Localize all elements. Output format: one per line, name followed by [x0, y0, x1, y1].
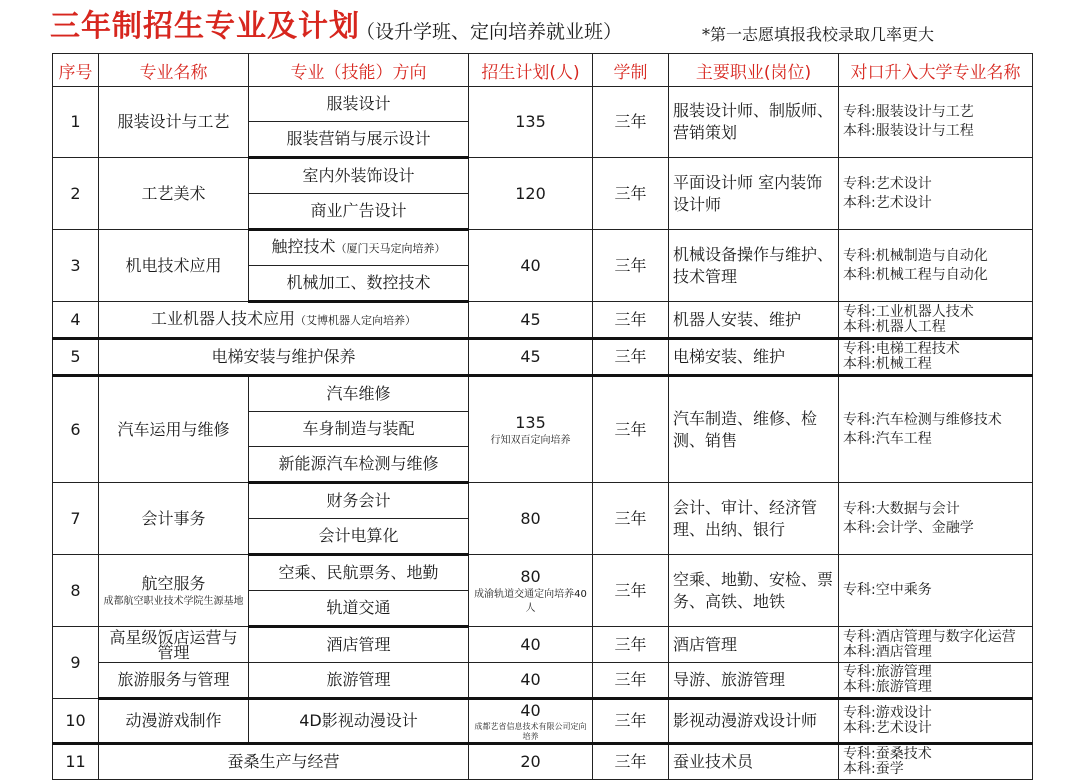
title-note: *第一志愿填报我校录取几率更大 — [702, 25, 935, 44]
duration: 三年 — [593, 376, 669, 483]
uni-line: 专科:电梯工程技术 — [843, 341, 960, 357]
major-text: 工业机器人技术应用 — [150, 309, 295, 328]
major-note: （艾博机器人定向培养） — [295, 314, 416, 327]
table-row — [53, 158, 1033, 194]
uni-cell — [839, 483, 1033, 555]
major-name: 电梯安装与维护保养 — [99, 339, 469, 376]
major-name: 蚕桑生产与经营 — [99, 744, 469, 780]
duration: 三年 — [593, 555, 669, 627]
duration: 三年 — [593, 302, 669, 339]
table-row — [53, 87, 1033, 122]
column-header: 序号 — [53, 54, 99, 87]
duration: 三年 — [593, 87, 669, 158]
plan-value: 40 — [520, 701, 541, 720]
duration: 三年 — [593, 744, 669, 780]
direction-note: （厦门天马定向培养） — [335, 242, 446, 255]
uni-line: 专科:工业机器人技术 — [843, 303, 974, 320]
enrollment-plan-table — [52, 53, 1033, 780]
plan-count: 80 — [469, 483, 593, 555]
plan-note: 成都艺省信息技术有限公司定向培养 — [474, 722, 587, 741]
direction-cell: 服装设计 — [249, 87, 469, 122]
plan-count — [469, 699, 593, 744]
row-number: 11 — [53, 744, 99, 780]
table-row — [53, 302, 1033, 339]
jobs-cell: 电梯安装、维护 — [669, 339, 839, 376]
page-header — [0, 0, 1080, 56]
major-name: 高星级饭店运营与管理 — [99, 627, 249, 663]
row-number: 5 — [53, 339, 99, 376]
uni-line: 专科:大数据与会计 — [843, 500, 960, 517]
table-row — [53, 699, 1033, 744]
major-name: 旅游服务与管理 — [99, 663, 249, 699]
plan-count: 45 — [469, 339, 593, 376]
row-number: 2 — [53, 158, 99, 230]
row-number: 6 — [53, 376, 99, 483]
uni-cell — [839, 376, 1033, 483]
table-row — [53, 483, 1033, 519]
plan-note: 成渝轨道交通定向培养40人 — [474, 588, 587, 614]
uni-line: 本科:酒店管理 — [843, 643, 932, 660]
row-number: 7 — [53, 483, 99, 555]
table-row — [53, 663, 1033, 699]
uni-line: 专科:艺术设计 — [843, 175, 932, 192]
uni-line: 专科:游戏设计 — [843, 705, 932, 721]
uni-line: 本科:机械工程 — [843, 356, 932, 372]
uni-line: 本科:艺术设计 — [843, 720, 932, 736]
duration: 三年 — [593, 627, 669, 663]
uni-line: 专科:旅游管理 — [843, 664, 932, 680]
column-header: 专业（技能）方向 — [249, 54, 469, 87]
direction-cell: 酒店管理 — [249, 627, 469, 663]
direction-cell: 会计电算化 — [249, 519, 469, 555]
plan-value: 80 — [520, 566, 541, 586]
uni-cell — [839, 663, 1033, 699]
row-number: 4 — [53, 302, 99, 339]
uni-line: 专科:机械制造与自动化 — [843, 247, 988, 264]
direction-cell: 新能源汽车检测与维修 — [249, 447, 469, 483]
plan-count: 40 — [469, 627, 593, 663]
uni-cell — [839, 627, 1033, 663]
uni-cell — [839, 302, 1033, 339]
column-header: 学制 — [593, 54, 669, 87]
direction-cell: 商业广告设计 — [249, 194, 469, 230]
jobs-cell: 导游、旅游管理 — [669, 663, 839, 699]
jobs-cell: 空乘、地勤、安检、票务、高铁、地铁 — [669, 555, 839, 627]
major-name: 工艺美术 — [99, 158, 249, 230]
plan-count: 120 — [469, 158, 593, 230]
jobs-cell: 会计、审计、经济管理、出纳、银行 — [669, 483, 839, 555]
jobs-cell: 机器人安装、维护 — [669, 302, 839, 339]
direction-cell: 室内外装饰设计 — [249, 158, 469, 194]
table-row — [53, 744, 1033, 780]
jobs-cell: 服装设计师、制版师、营销策划 — [669, 87, 839, 158]
uni-cell — [839, 230, 1033, 302]
row-number: 10 — [53, 699, 99, 744]
major-note: 成都航空职业技术学院生源基地 — [103, 595, 244, 607]
duration: 三年 — [593, 158, 669, 230]
column-header: 招生计划(人) — [469, 54, 593, 87]
direction-cell: 汽车维修 — [249, 376, 469, 412]
direction-cell: 旅游管理 — [249, 663, 469, 699]
uni-line: 专科:空中乘务 — [843, 582, 932, 598]
uni-line: 专科:服装设计与工艺 — [843, 104, 974, 120]
direction-cell: 服装营销与展示设计 — [249, 122, 469, 158]
table-row — [53, 555, 1033, 591]
column-header: 主要职业(岗位) — [669, 54, 839, 87]
uni-line: 本科:服装设计与工程 — [843, 123, 974, 139]
uni-cell — [839, 87, 1033, 158]
major-name — [99, 302, 469, 339]
plan-count: 20 — [469, 744, 593, 780]
row-number: 8 — [53, 555, 99, 627]
direction-cell: 机械加工、数控技术 — [249, 266, 469, 302]
uni-line: 专科:酒店管理与数字化运营 — [843, 628, 1016, 645]
jobs-cell: 机械设备操作与维护、技术管理 — [669, 230, 839, 302]
duration: 三年 — [593, 699, 669, 744]
direction-cell: 财务会计 — [249, 483, 469, 519]
uni-line: 专科:汽车检测与维修技术 — [843, 411, 1002, 428]
direction-cell: 轨道交通 — [249, 591, 469, 627]
direction-cell: 车身制造与装配 — [249, 412, 469, 447]
row-number: 1 — [53, 87, 99, 158]
major-name: 服装设计与工艺 — [99, 87, 249, 158]
duration: 三年 — [593, 339, 669, 376]
major-name: 会计事务 — [99, 483, 249, 555]
jobs-cell: 酒店管理 — [669, 627, 839, 663]
major-name: 动漫游戏制作 — [99, 699, 249, 744]
table-row — [53, 339, 1033, 376]
page-subtitle: （设升学班、定向培养就业班） — [356, 21, 623, 43]
major-name: 汽车运用与维修 — [99, 376, 249, 483]
plan-count: 45 — [469, 302, 593, 339]
table-row — [53, 376, 1033, 412]
plan-count — [469, 376, 593, 483]
direction-cell — [249, 230, 469, 266]
uni-line: 本科:会计学、金融学 — [843, 519, 974, 536]
direction-text: 触控技术 — [271, 237, 336, 256]
uni-line: 本科:汽车工程 — [843, 430, 932, 447]
jobs-cell: 影视动漫游戏设计师 — [669, 699, 839, 744]
major-name — [99, 555, 249, 627]
duration: 三年 — [593, 230, 669, 302]
uni-line: 本科:旅游管理 — [843, 679, 932, 695]
major-text: 航空服务 — [141, 573, 206, 593]
jobs-cell: 蚕业技术员 — [669, 744, 839, 780]
jobs-cell: 汽车制造、维修、检测、销售 — [669, 376, 839, 483]
major-name: 机电技术应用 — [99, 230, 249, 302]
plan-note: 行知双百定向培养 — [490, 434, 571, 446]
direction-cell: 4D影视动漫设计 — [249, 699, 469, 744]
column-header: 专业名称 — [99, 54, 249, 87]
uni-line: 本科:蚕学 — [843, 761, 904, 777]
uni-cell — [839, 699, 1033, 744]
uni-cell — [839, 744, 1033, 780]
jobs-cell: 平面设计师 室内装饰设计师 — [669, 158, 839, 230]
uni-line: 本科:艺术设计 — [843, 194, 932, 211]
row-number: 9 — [53, 627, 99, 699]
plan-count — [469, 555, 593, 627]
duration: 三年 — [593, 663, 669, 699]
direction-cell: 空乘、民航票务、地勤 — [249, 555, 469, 591]
column-header: 对口升入大学专业名称 — [839, 54, 1033, 87]
plan-count: 40 — [469, 663, 593, 699]
uni-line: 本科:机器人工程 — [843, 318, 946, 335]
plan-count: 40 — [469, 230, 593, 302]
row-number: 3 — [53, 230, 99, 302]
uni-cell — [839, 555, 1033, 627]
uni-line: 专科:蚕桑技术 — [843, 746, 932, 762]
plan-value: 135 — [515, 412, 546, 432]
table-row — [53, 230, 1033, 266]
uni-line: 本科:机械工程与自动化 — [843, 266, 988, 283]
table-row — [53, 627, 1033, 663]
duration: 三年 — [593, 483, 669, 555]
page-title: 三年制招生专业及计划 — [50, 9, 360, 44]
table-header-row — [53, 54, 1033, 87]
plan-count: 135 — [469, 87, 593, 158]
uni-cell — [839, 339, 1033, 376]
uni-cell — [839, 158, 1033, 230]
